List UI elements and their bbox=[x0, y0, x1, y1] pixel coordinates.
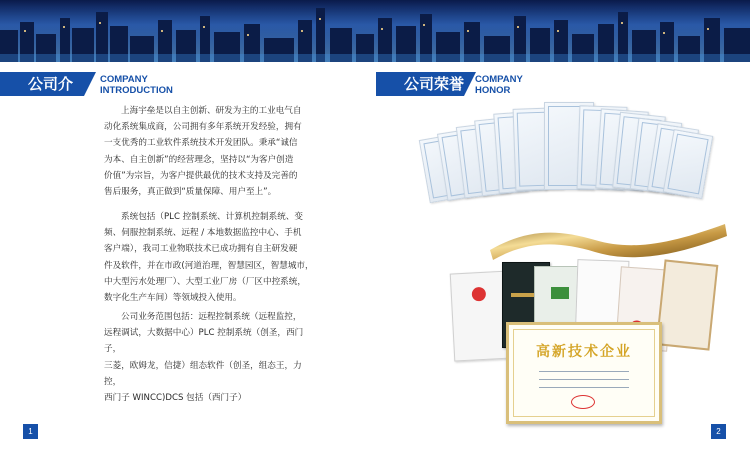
section-subtitle-line2: HONOR bbox=[475, 85, 511, 96]
text-line: 系统包括（PLC 控制系统、计算机控制系统、变 bbox=[121, 212, 303, 222]
text-line: 动化系统集成商，公司拥有多年系统开发经验，拥有 bbox=[104, 122, 302, 133]
text-line: 频、伺服控制系统、远程 / 本地数据监控中心、手机 bbox=[104, 228, 302, 239]
section-subtitle-line1: COMPANY bbox=[475, 74, 523, 85]
section-title: 公司荣誉 bbox=[404, 75, 465, 93]
page-number-right: 2 bbox=[711, 424, 726, 439]
section-subtitle-en-right bbox=[475, 74, 523, 96]
text-line: 三菱，欧姆龙，信捷）组态软件（创圣，组态王，力控， bbox=[104, 360, 302, 387]
patent-certificates-image bbox=[418, 100, 708, 210]
text-line: 客户端），我司工业物联技术已成功拥有自主研发硬 bbox=[104, 244, 298, 255]
city-skyline-image bbox=[0, 0, 750, 62]
text-line: 西门子 WINCC)DCS 包括（西门子） bbox=[104, 393, 247, 404]
text-line: 中大型污水处理厂）、大型工业厂房（厂区中控系统， bbox=[104, 276, 306, 287]
header-banner bbox=[0, 0, 750, 62]
section-title: 公司介绍 bbox=[28, 75, 74, 117]
section-subtitle-line2: INTRODUCTION bbox=[100, 85, 173, 96]
text-line: 价值”为宗旨，为客户提供最优的技术支持及完善的 bbox=[104, 170, 298, 181]
text-line: 上海宇垒是以自主创新、研发为主的工业电气自 bbox=[121, 106, 302, 116]
section-title-tab-right bbox=[376, 72, 464, 96]
section-subtitle-line1: COMPANY bbox=[100, 74, 148, 85]
certificate-title: 高新技术企业 bbox=[536, 344, 632, 360]
high-tech-enterprise-certificate bbox=[506, 322, 662, 424]
intro-paragraph-1 bbox=[104, 103, 316, 200]
text-line: 公司业务范围包括：远程控制系统（远程监控， bbox=[121, 312, 302, 322]
honor-certificates-image bbox=[448, 256, 718, 416]
page-number-left: 1 bbox=[23, 424, 38, 439]
section-subtitle-en bbox=[100, 74, 173, 96]
section-title-tab bbox=[0, 72, 84, 117]
text-line: 数字化生产车间）等领域投入使用。 bbox=[104, 293, 242, 304]
text-line: 件及软件，并在市政(河道治理，智慧园区，智慧城市， bbox=[104, 260, 314, 271]
text-line: 远程调试，大数据中心）PLC 控制系统（创圣，西门子， bbox=[104, 328, 304, 355]
text-line: 为本、自主创新”的经营理念，坚持以“为客户创造 bbox=[104, 154, 294, 165]
intro-paragraph-3 bbox=[104, 309, 316, 406]
intro-paragraph-2 bbox=[104, 209, 316, 306]
text-line: 一支优秀的工业软件系统技术开发团队。秉承“诚信 bbox=[104, 138, 298, 149]
text-line: 售后服务，真正做到“质量保障、用户至上”。 bbox=[104, 187, 277, 198]
